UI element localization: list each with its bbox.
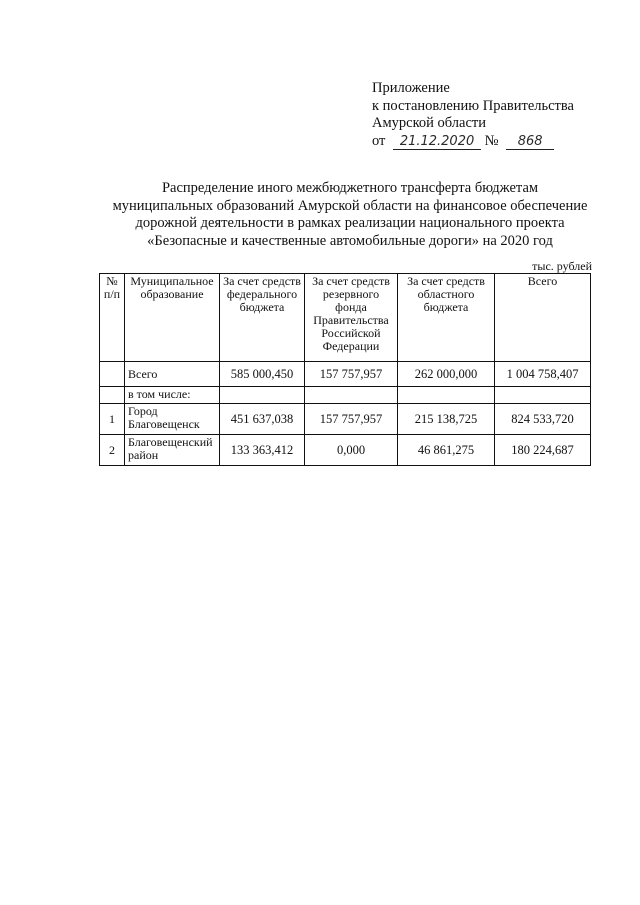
including-empty-1 (220, 387, 305, 404)
row-regional: 46 861,275 (398, 435, 495, 466)
including-empty-3 (398, 387, 495, 404)
including-label: в том числе: (125, 387, 220, 404)
title-line-4: «Безопасные и качественные автомобильные дороги» на 2020 год (147, 232, 553, 249)
table-row (100, 435, 591, 466)
unit-label: тыс. рублей (532, 259, 592, 273)
header-num: № п/п (100, 274, 125, 362)
row-federal: 133 363,412 (220, 435, 305, 466)
handwritten-number: 868 (506, 134, 554, 150)
total-reserve: 157 757,957 (305, 362, 398, 387)
header-regional: За счет средств областного бюджета (398, 274, 495, 362)
table-row-total (100, 362, 591, 387)
row-municipality: Город Благовещенск (125, 404, 220, 435)
appendix-line-2: к постановлению Правительства (372, 97, 574, 114)
from-label: от (372, 132, 386, 149)
row-federal: 451 637,038 (220, 404, 305, 435)
appendix-line-1: Приложение (372, 80, 450, 96)
row-municipality: Благовещенский район (125, 435, 220, 466)
title-line-3: дорожной деятельности в рамках реализации национального проекта (135, 215, 565, 231)
row-reserve: 157 757,957 (305, 404, 398, 435)
title-line-1: Распределение иного межбюджетного трансферта бюджетам (161, 180, 539, 196)
title-line-2: муниципальных образований Амурской области на финансовое обеспечение (112, 197, 588, 214)
row-total: 180 224,687 (495, 435, 591, 466)
number-label: № (484, 132, 499, 149)
row-reserve: 0,000 (305, 435, 398, 466)
header-reserve: За счет средств резервного фонда Правительства Российской Федерации (305, 274, 398, 362)
table-header-row (100, 274, 591, 362)
total-num-cell (100, 362, 125, 387)
handwritten-date: 21.12.2020 (393, 134, 481, 150)
total-label: Всего (125, 362, 220, 387)
row-regional: 215 138,725 (398, 404, 495, 435)
table-row (100, 404, 591, 435)
total-total: 1 004 758,407 (495, 362, 591, 387)
header-federal: За счет средств федерального бюджета (220, 274, 305, 362)
appendix-block (372, 80, 622, 150)
row-num: 1 (100, 404, 125, 435)
including-empty-4 (495, 387, 591, 404)
header-total: Всего (495, 274, 591, 362)
distribution-table (99, 273, 591, 466)
header-municipality: Муниципальное образование (125, 274, 220, 362)
total-regional: 262 000,000 (398, 362, 495, 387)
appendix-line-3: Амурской области (372, 115, 486, 131)
row-num: 2 (100, 435, 125, 466)
including-empty-2 (305, 387, 398, 404)
row-total: 824 533,720 (495, 404, 591, 435)
appendix-date-line (372, 133, 622, 151)
table-row-including (100, 387, 591, 404)
total-federal: 585 000,450 (220, 362, 305, 387)
including-num-cell (100, 387, 125, 404)
document-title (100, 180, 600, 250)
